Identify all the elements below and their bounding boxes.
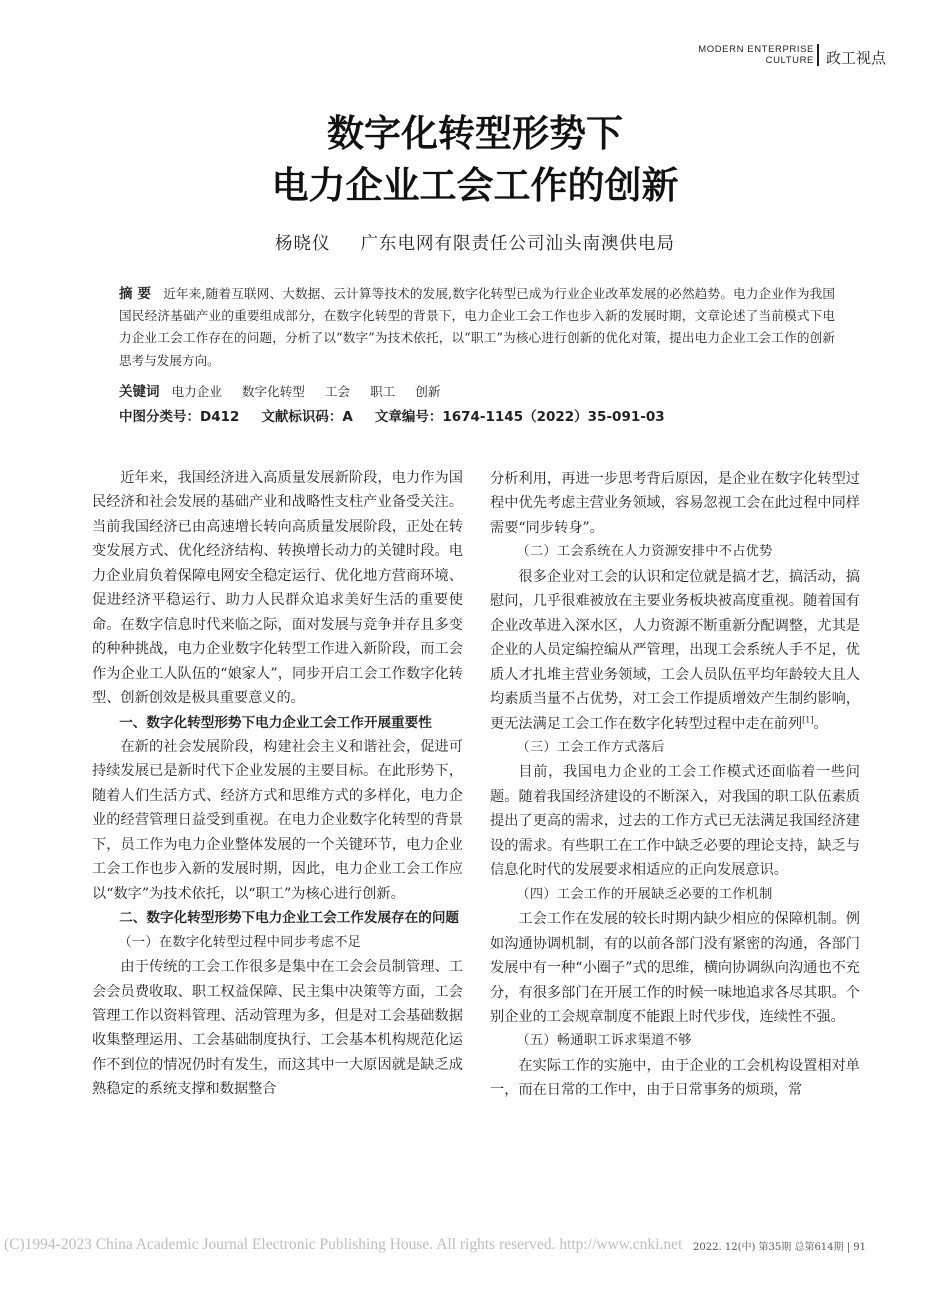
document-code: 文献标识码：A [261,409,353,425]
copyright-watermark: (C)1994-2023 China Academic Journal Electronic Publishing House. All rights reserved. http://www.cnki.net [4,1236,683,1253]
abstract [119,283,835,372]
journal-brand [698,44,814,66]
classification-info [119,407,665,427]
journal-brand-line1: MODERN ENTERPRISE [698,44,814,55]
article-title [0,108,950,212]
subsection-heading: （五）畅通职工诉求渠道不够 [516,1033,692,1049]
keyword: 职工 [370,384,396,399]
journal-brand-line2: CULTURE [765,55,814,66]
issue-page-number: 2022. 12(中) 第35期 总第614期 | 91 [693,1242,866,1253]
subsection-heading: （三）工会工作方式落后 [516,739,665,755]
paragraph: 目前，我国电力企业的工会工作模式还面临着一些问题。随着我国经济建设的不断深入，对我国的职工队伍素质提出了更高的需求，过去的工作方式已无法满足我国经济建设的需求。有些职工在工作中缺乏必要的理论支持，缺乏与信息化时代的发展要求相适应的正向发展意识。 [490,764,860,879]
clc-number: 中图分类号：D412 [119,409,240,425]
paragraph: 工会工作在发展的较长时期内缺少相应的保障机制。例如沟通协调机制，有的以前各部门没有紧密的沟通，各部门发展中有一种“小圈子”式的思维，横向协调纵向沟通也不充分，有很多部门在开展工作的时候一味地追求各尽其职。个别企业的工会规章制度不能跟上时代步伐，连续性不强。 [490,911,860,1025]
subsection-heading: （二）工会系统在人力资源安排中不占优势 [516,544,773,560]
paragraph: 在新的社会发展阶段，构建社会主义和谐社会，促进可持续发展已是新时代下企业发展的主要目标。在此形势下，随着人们生活方式、经济方式和思维方式的多样化，电力企业的经营管理日益受到重视。在电力企业数字化转型的背景下，员工作为电力企业整体发展的一个关键环节，电力企业工会工作也步入新的发展时期，因此，电力企业工会工作应以“数字”为技术依托，以“职工”为核心进行创新。 [92,738,463,902]
author-name: 杨晓仪 [275,234,331,254]
keywords-label: 关键词 [119,384,160,400]
abstract-text: 近年来,随着互联网、大数据、云计算等技术的发展,数字化转型已成为行业企业改革发展的必然趋势。电力企业作为我国国民经济基础产业的重要组成部分，在数字化转型的背景下，电力企业工会工作也步入新的发展时期，文章论述了当前模式下电力企业工会工作存在的问题，分析了以“数字”为技术依托，以“职工”为核心进行创新的优化对策，提出电力企业工会工作的创新思考与发展方向。 [119,286,836,368]
keyword: 工会 [324,384,351,399]
title-line-2: 电力企业工会工作的创新 [271,164,679,207]
keywords [119,382,456,402]
title-line-1: 数字化转型形势下 [327,112,623,155]
paragraph-end: 。 [813,715,828,732]
header-divider [817,44,819,66]
author-affiliation: 广东电网有限责任公司汕头南澳供电局 [360,234,675,254]
paragraph: 近年来，我国经济进入高质量发展新阶段，电力作为国民经济和社会发展的基础产业和战略性支柱产业备受关注。当前我国经济已由高速增长转向高质量发展阶段，正处在转变发展方式、优化经济结构、转换增长动力的关键时段。电力企业肩负着保障电网安全稳定运行、优化地方营商环境、促进经济平稳运行、助力人民群众追求美好生活的重要使命。在数字信息时代来临之际，面对发展与竞争并存且多变的种种挑战，电力企业数字化转型工作进入新阶段，而工会作为企业工人队伍的“娘家人”，同步开启工会工作数字化转型、创新创效是极具重要意义的。 [92,470,463,707]
body-column-left [92,466,463,1102]
article-number: 文章编号：1674-1145（2022）35-091-03 [374,409,665,425]
section-label: 政工视点 [826,49,887,67]
section-heading-2: 二、数字化转型形势下电力企业工会工作发展存在的问题 [119,910,460,927]
keyword: 数字化转型 [241,384,305,399]
subsection-heading: （一）在数字化转型过程中同步考虑不足 [118,934,362,950]
byline [0,230,950,255]
reference-marker[interactable]: [1] [802,714,814,724]
keyword: 创新 [415,384,441,399]
paragraph-text: 很多企业对工会的认识和定位就是搞才艺，搞活动，搞慰问，几乎很难被放在主要业务板块被高度重视。随着国有企业改革进入深水区，人力资源不断重新分配调整，尤其是企业的人员定编控编从严管理，出现工会系统人手不足，优质人才扎堆主营业务领域，工会人员队伍平均年龄较大且人均素质当量不占优势，对工会工作提质增效产生制约影响，更无法满足工会工作在数字化转型过程中走在前列 [490,568,860,732]
body-column-right [490,467,860,1103]
paragraph: 分析利用，再进一步思考背后原因，是企业在数字化转型过程中优先考虑主营业务领域，容易忽视工会在此过程中同样需要“同步转身”。 [490,471,860,536]
abstract-label: 摘 要 [119,286,152,302]
paragraph [490,565,860,736]
paragraph: 在实际工作的实施中，由于企业的工会机构设置相对单一，而在日常的工作中，由于日常事务的烦琐，常 [490,1057,860,1099]
section-heading-1: 一、数字化转型形势下电力企业工会工作开展重要性 [119,714,432,731]
keyword: 电力企业 [171,384,222,399]
paragraph: 由于传统的工会工作很多是集中在工会会员制管理、工会会员费收取、职工权益保障、民主集中决策等方面，工会管理工作以资料管理、活动管理为多，但是对工会基础数据收集整理运用、工会基础制度执行、工会基本机构规范化运作不到位的情况仍时有发生，而这其中一大原因就是缺乏成熟稳定的系统支撑和数据整合 [92,959,463,1098]
subsection-heading: （四）工会工作的开展缺乏必要的工作机制 [516,886,773,902]
